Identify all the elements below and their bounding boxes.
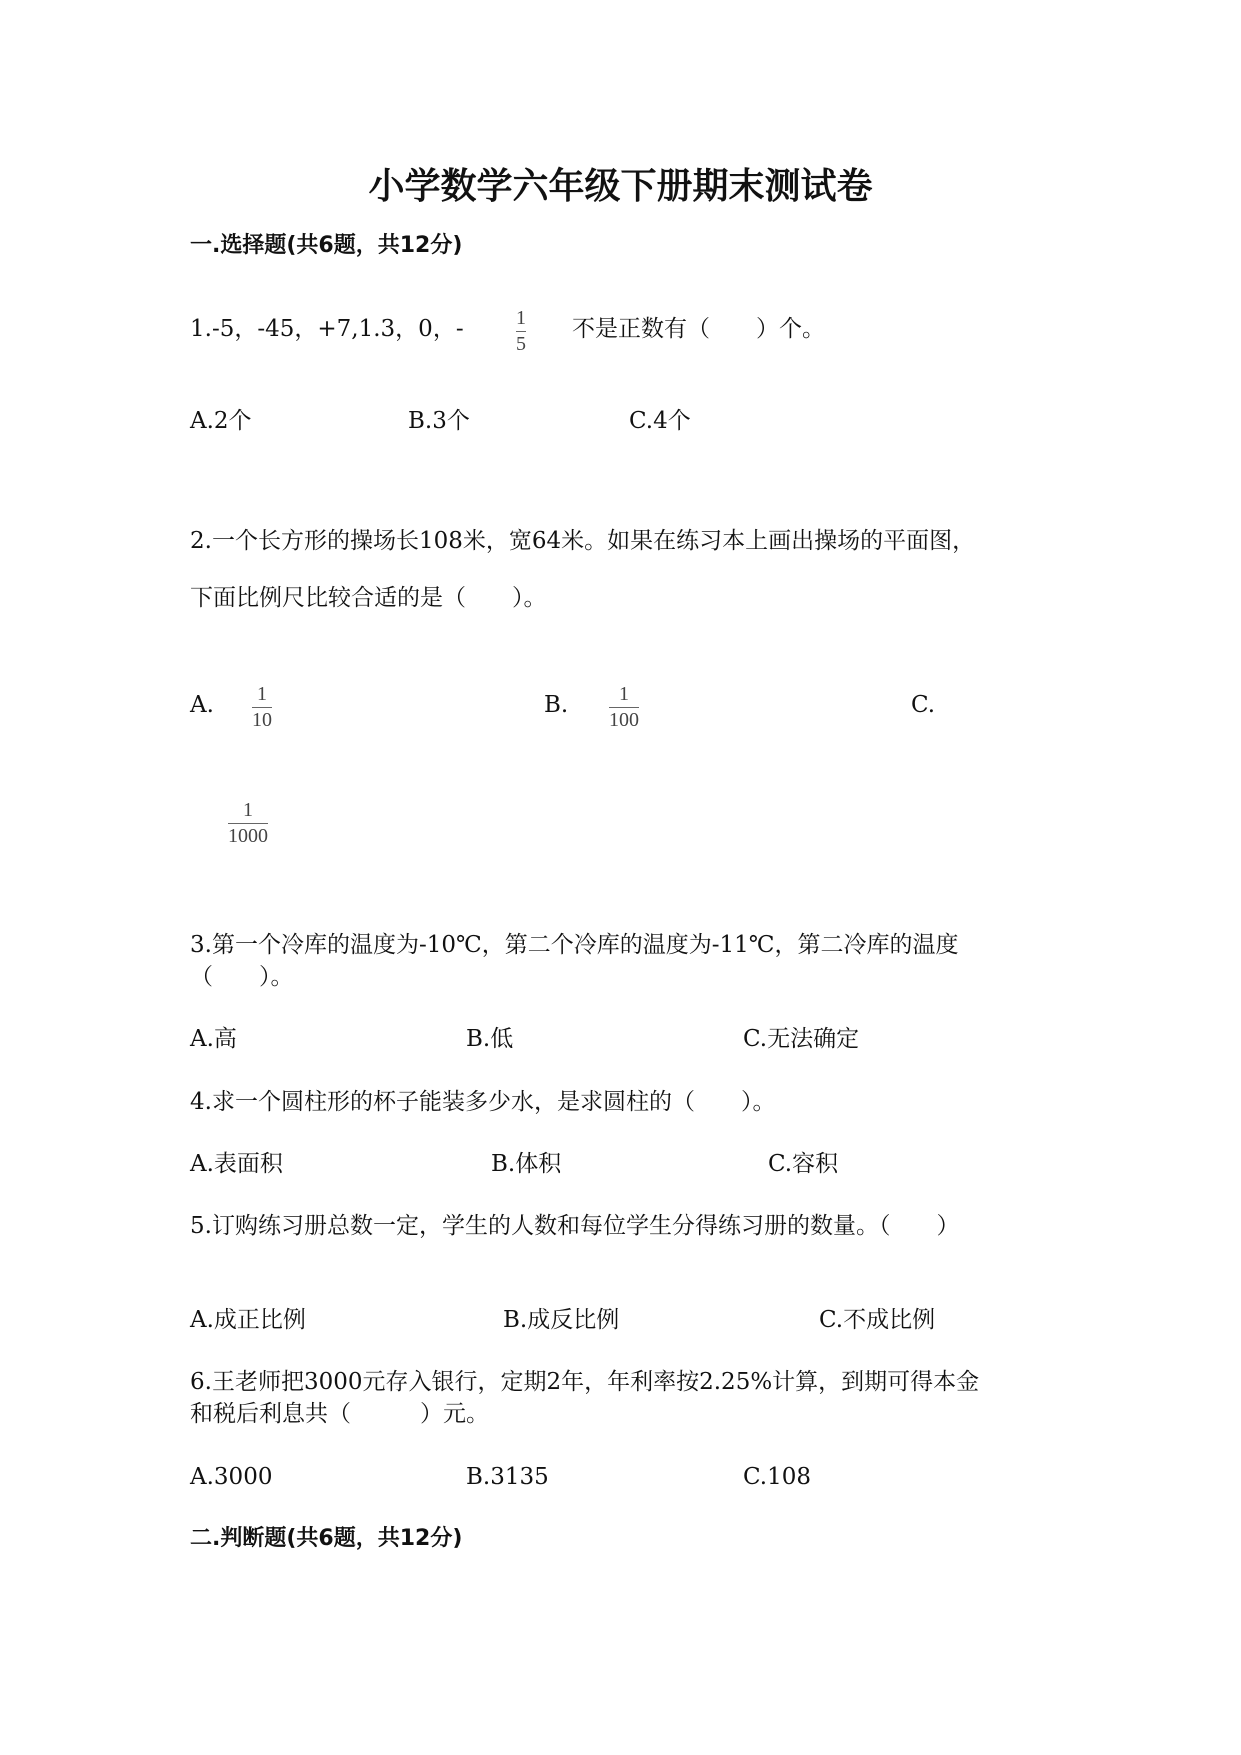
- fraction-denominator: 5: [516, 333, 526, 355]
- q1-option-c: C.4个: [629, 408, 691, 434]
- question-3-line-1: 3.第一个冷库的温度为-10℃，第二个冷库的温度为-11℃，第二冷库的温度: [190, 932, 959, 958]
- question-1-fraction: [516, 308, 526, 355]
- q5-option-b: B.成反比例: [503, 1307, 620, 1333]
- question-2-line-2: 下面比例尺比较合适的是（ ）。: [190, 585, 547, 611]
- fraction-numerator: 1: [516, 307, 526, 329]
- q3-option-a: A.高: [190, 1026, 237, 1052]
- fraction-numerator: 1: [619, 683, 629, 705]
- question-4-text: 4.求一个圆柱形的杯子能装多少水，是求圆柱的（ ）。: [190, 1089, 776, 1115]
- q6-option-c: C.108: [743, 1464, 811, 1490]
- question-1-text-after: 不是正数有（ ）个。: [572, 316, 825, 342]
- q2-option-c-label: C.: [911, 692, 936, 718]
- section-heading-choice: 一.选择题(共6题，共12分): [190, 233, 463, 258]
- q4-option-b: B.体积: [491, 1151, 562, 1177]
- q2-option-a-fraction: [252, 684, 272, 731]
- q5-option-c: C.不成比例: [819, 1307, 936, 1333]
- q6-option-b: B.3135: [466, 1464, 549, 1490]
- q5-option-a: A.成正比例: [190, 1307, 306, 1333]
- q4-option-a: A.表面积: [190, 1151, 283, 1177]
- q1-option-a: A.2个: [190, 408, 252, 434]
- fraction-bar: [228, 823, 268, 824]
- fraction-bar: [516, 331, 526, 332]
- question-5-text: 5.订购练习册总数一定，学生的人数和每位学生分得练习册的数量。（ ）: [190, 1213, 960, 1239]
- q2-option-c-fraction: [228, 800, 268, 847]
- section-heading-judgment: 二.判断题(共6题，共12分): [190, 1526, 463, 1551]
- q4-option-c: C.容积: [768, 1151, 839, 1177]
- question-1-text: 1.-5，-45，+7,1.3，0，-: [190, 316, 464, 342]
- fraction-denominator: 10: [252, 709, 272, 731]
- q2-option-b-fraction: [609, 684, 639, 731]
- fraction-denominator: 1000: [228, 825, 268, 847]
- question-6-line-2: 和税后利息共（ ）元。: [190, 1401, 489, 1427]
- question-6-line-1: 6.王老师把3000元存入银行，定期2年，年利率按2.25%计算，到期可得本金: [190, 1369, 980, 1395]
- page-title: 小学数学六年级下册期末测试卷: [368, 166, 873, 207]
- q2-option-a-label: A.: [190, 692, 214, 718]
- fraction-bar: [252, 707, 272, 708]
- q1-option-b: B.3个: [408, 408, 470, 434]
- q2-option-b-label: B.: [544, 692, 569, 718]
- q3-option-b: B.低: [466, 1026, 514, 1052]
- question-2-line-1: 2.一个长方形的操场长108米，宽64米。如果在练习本上画出操场的平面图，: [190, 528, 976, 554]
- fraction-numerator: 1: [257, 683, 267, 705]
- q6-option-a: A.3000: [190, 1464, 273, 1490]
- fraction-denominator: 100: [609, 709, 639, 731]
- question-3-line-2: （ ）。: [190, 964, 294, 990]
- fraction-bar: [609, 707, 639, 708]
- fraction-numerator: 1: [243, 799, 253, 821]
- q3-option-c: C.无法确定: [743, 1026, 860, 1052]
